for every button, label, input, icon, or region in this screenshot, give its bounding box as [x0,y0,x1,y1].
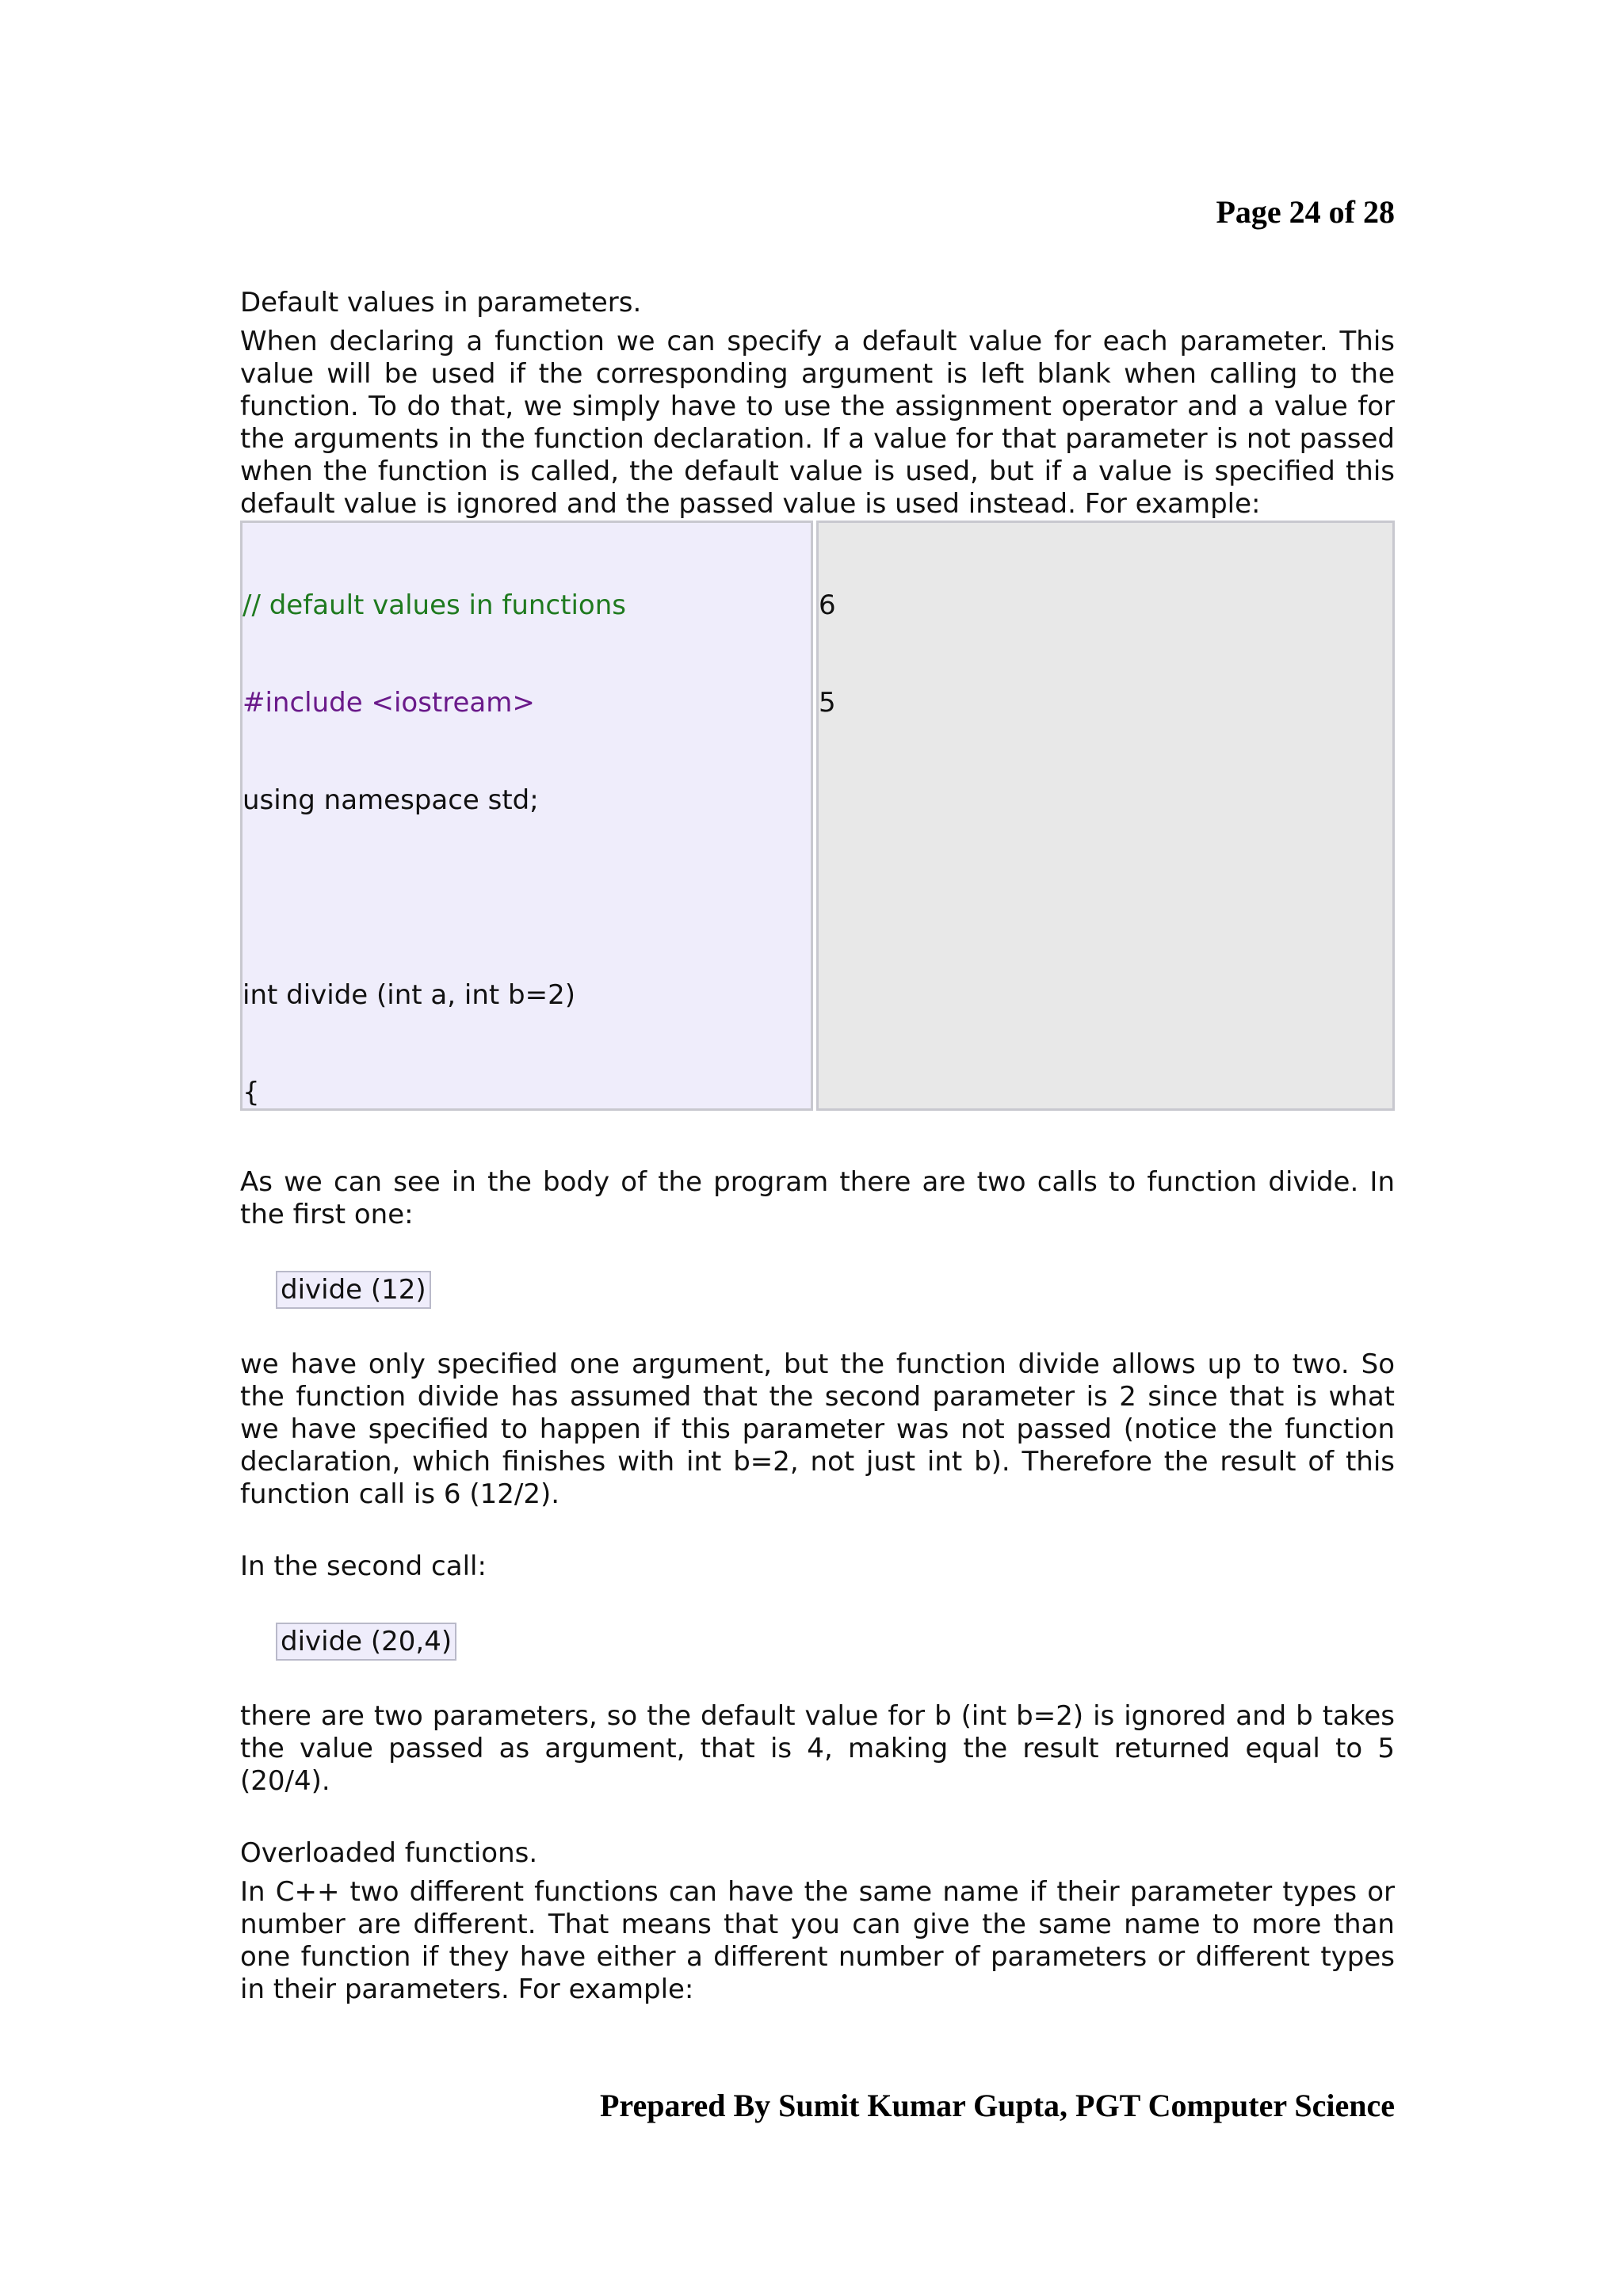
document-body [240,287,1395,2006]
section-heading-overloaded-functions: Overloaded functions. [240,1837,538,1869]
code-line: using namespace std; [242,784,539,816]
code-line: #include <iostream> [242,687,535,719]
code-example-table [240,521,1395,1111]
explanation-default-used: we have only specified one argument, but the function divide allows up to two. So the function divide has assumed that the second parameter is 2 since that is what we have specified to happen if this parameter was not passed (notice the function declaration, which finishes with int b=2, not just int b). Therefore the result of this function call is 6 (12/2). [240,1348,1395,1510]
program-output-cell [816,521,1395,1111]
default-values-intro: When declaring a function we can specify a default value for each parameter. This value will be used if the corresponding argument is left blank when calling to the function. To do that, we simply have to use the assignment operator and a value for the arguments in the function declaration. If a value for that parameter is not passed when the function is called, the default value is used, but if a value is specified this default value is ignored and the passed value is used instead. For example: [240,326,1395,520]
explanation-second-call: In the second call: [240,1550,487,1582]
section-heading-default-values: Default values in parameters. [240,287,642,318]
code-snippet-divide-12: divide (12) [276,1271,431,1309]
code-line: { [242,1077,260,1108]
code-line: // default values in functions [242,589,626,621]
overloaded-functions-intro: In C++ two different functions can have the same name if their parameter types or number are different. That means that you can give the same name to more than one function if they have either a different number of parameters or different types in their parameters. For example: [240,1876,1395,2005]
explanation-default-ignored: there are two parameters, so the default value for b (int b=2) is ignored and b takes the value passed as argument, that is 4, making the result returned equal to 5 (20/4). [240,1700,1395,1797]
source-code-cell [240,521,813,1111]
code-line: int divide (int a, int b=2) [242,979,575,1011]
code-line [242,882,811,914]
output-line: 5 [819,687,836,719]
page-number: Page 24 of 28 [1216,194,1395,230]
explanation-first-call: As we can see in the body of the program there are two calls to function divide. In the first one: [240,1166,1395,1230]
output-line: 6 [819,589,836,621]
code-snippet-divide-20-4: divide (20,4) [276,1623,456,1661]
footer-credit: Prepared By Sumit Kumar Gupta, PGT Computer Science [600,2088,1395,2123]
